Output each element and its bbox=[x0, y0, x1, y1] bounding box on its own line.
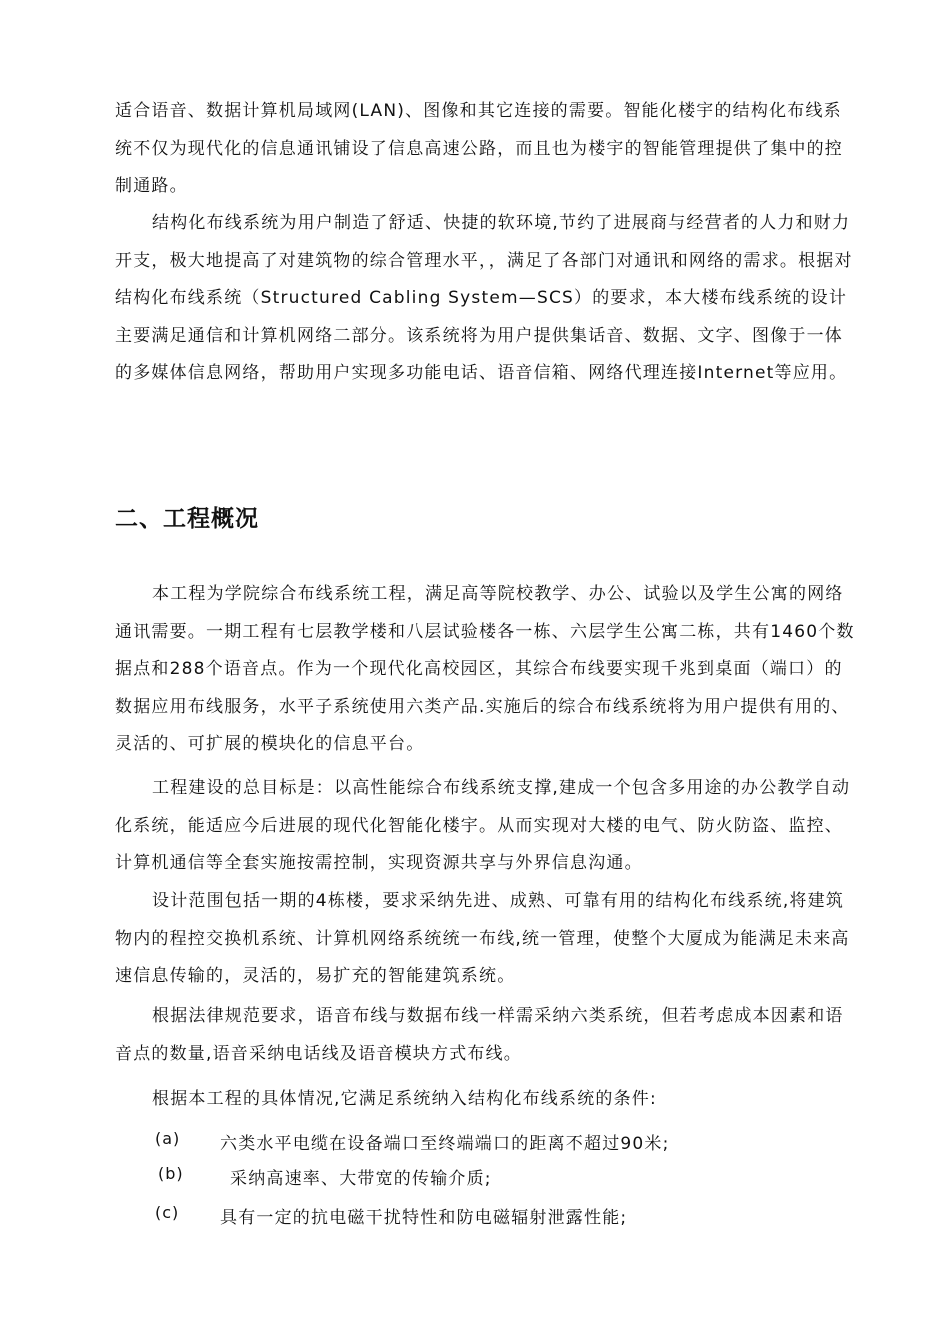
condition-marker-c: (c) bbox=[155, 1203, 180, 1222]
condition-text-b: 采纳高速率、大带宽的传输介质; bbox=[230, 1169, 492, 1189]
body-paragraph-3: 设计范围包括一期的4栋楼，要求采纳先进、成熟、可靠有用的结构化布线系统,将建筑物内的程控交换机系统、计算机网络系统统一布线,统一管理，使整个大厦成为能满足未来高速信息传输的，灵活的，易扩充的智能建筑系统。 bbox=[115, 891, 850, 986]
body-paragraph-5: 根据本工程的具体情况,它满足系统纳入结构化布线系统的条件: bbox=[152, 1089, 657, 1109]
condition-marker-b: (b) bbox=[158, 1164, 184, 1183]
intro-paragraph-2: 结构化布线系统为用户制造了舒适、快捷的软环境,节约了进展商与经营者的人力和财力开支，极大地提高了对建筑物的综合管理水平，，满足了各部门对通讯和网络的需求。根据对结构化布线系统（Structured Cabling System—SCS）的要求，本大楼布线系统的设计主要满足通信和计算机网络二部分。该系统将为用户提供集话音、数据、文字、图像于一体的多媒体信息网络，帮助用户实现多功能电话、语音信箱、网络代理连接Internet等应用。 bbox=[115, 213, 853, 383]
body-paragraph-2: 工程建设的总目标是：以高性能综合布线系统支撑,建成一个包含多用途的办公教学自动化系统，能适应今后进展的现代化智能化楼宇。从而实现对大楼的电气、防火防盗、监控、计算机通信等全套实施按需控制，实现资源共享与外界信息沟通。 bbox=[115, 778, 851, 873]
condition-text-c: 具有一定的抗电磁干扰特性和防电磁辐射泄露性能; bbox=[220, 1208, 628, 1228]
body-paragraph-4: 根据法律规范要求，语音布线与数据布线一样需采纳六类系统，但若考虑成本因素和语音点的数量,语音采纳电话线及语音模块方式布线。 bbox=[115, 1006, 844, 1064]
section-heading: 二、工程概况 bbox=[115, 506, 259, 532]
body-paragraph-1: 本工程为学院综合布线系统工程，满足高等院校教学、办公、试验以及学生公寓的网络通讯需要。一期工程有七层教学楼和八层试验楼各一栋、六层学生公寓二栋，共有1460个数据点和288个语音点。作为一个现代化高校园区，其综合布线要实现千兆到桌面（端口）的数据应用布线服务，水平子系统使用六类产品.实施后的综合布线系统将为用户提供有用的、灵活的、可扩展的模块化的信息平台。 bbox=[115, 584, 855, 754]
condition-text-a: 六类水平电缆在设备端口至终端端口的距离不超过90米; bbox=[220, 1134, 670, 1154]
condition-marker-a: (a) bbox=[155, 1129, 181, 1148]
intro-paragraph-1: 适合语音、数据计算机局域网(LAN)、图像和其它连接的需要。智能化楼宇的结构化布线系统不仅为现代化的信息通讯铺设了信息高速公路，而且也为楼宇的智能管理提供了集中的控制通路。 bbox=[115, 101, 843, 196]
